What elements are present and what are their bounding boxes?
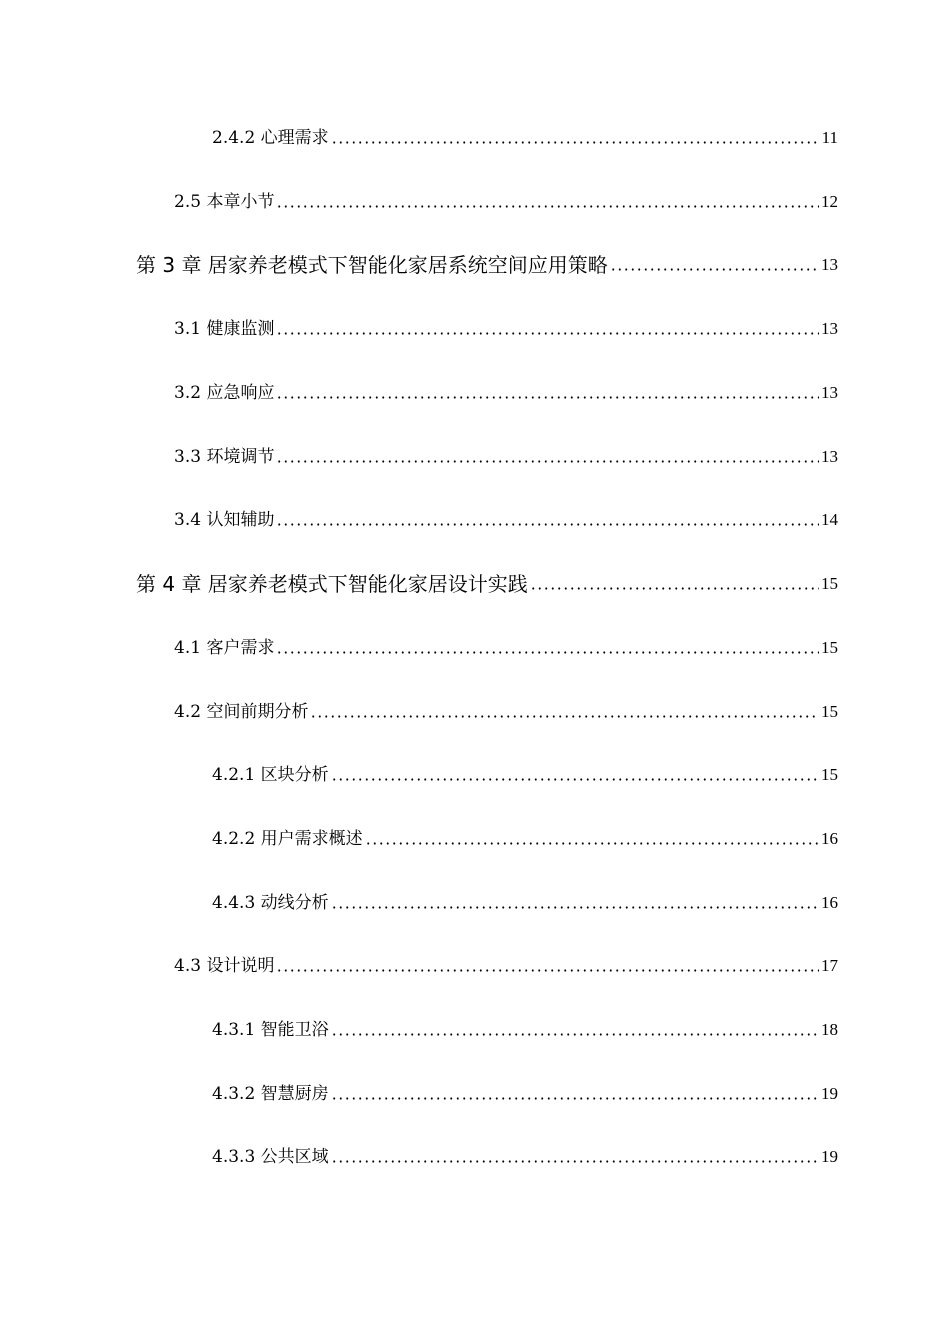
toc-entry-4-2-2[interactable] (212, 824, 838, 854)
toc-page-number: 19 (821, 1147, 838, 1166)
toc-entry-label: 4.3 设计说明 (174, 956, 275, 976)
toc-page-number: 16 (821, 829, 838, 848)
toc-page-number: 19 (821, 1084, 838, 1103)
toc-entry-label: 4.3.2 智慧厨房 (212, 1084, 329, 1104)
toc-entry-label: 3.4 认知辅助 (174, 510, 275, 530)
toc-page-number: 15 (821, 702, 838, 721)
toc-entry-label: 4.3.1 智能卫浴 (212, 1020, 329, 1040)
dot-leader (331, 141, 820, 144)
dot-leader (310, 715, 819, 718)
toc-entry-label: 4.4.3 动线分析 (212, 893, 329, 913)
toc-entry-label: 4.2.1 区块分析 (212, 765, 329, 785)
dot-leader (530, 587, 819, 590)
toc-page-number: 12 (821, 192, 838, 211)
toc-entry-4-2[interactable] (174, 697, 838, 727)
toc-entry-4-3-1[interactable] (212, 1015, 838, 1045)
toc-chapter-label: 第 4 章 居家养老模式下智能化家居设计实践 (136, 572, 528, 596)
dot-leader (276, 523, 819, 526)
toc-entry-label: 3.2 应急响应 (174, 383, 275, 403)
toc-entry-4-3[interactable] (174, 951, 838, 981)
toc-entry-label: 3.3 环境调节 (174, 447, 275, 467)
dot-leader (276, 396, 819, 399)
dot-leader (276, 332, 819, 335)
toc-entry-label: 2.5 本章小节 (174, 192, 275, 212)
dot-leader (610, 268, 819, 271)
toc-entry-chapter-3[interactable] (136, 250, 838, 280)
toc-entry-4-1[interactable] (174, 633, 838, 663)
dot-leader (331, 906, 819, 909)
toc-page-number: 15 (821, 574, 838, 593)
toc-entry-label: 4.3.3 公共区域 (212, 1147, 329, 1167)
toc-entry-chapter-4[interactable] (136, 569, 838, 599)
toc-entry-3-4[interactable] (174, 505, 838, 535)
dot-leader (331, 1033, 819, 1036)
toc-page-number: 15 (821, 765, 838, 784)
toc-entry-4-4-3[interactable] (212, 888, 838, 918)
toc-entry-label: 4.2.2 用户需求概述 (212, 829, 363, 849)
toc-entry-2-5[interactable] (174, 187, 838, 217)
toc-page-number: 16 (821, 893, 838, 912)
toc-entry-label: 4.1 客户需求 (174, 638, 275, 658)
dot-leader (276, 205, 819, 208)
toc-page-number: 13 (821, 319, 838, 338)
toc-page-number: 18 (821, 1020, 838, 1039)
toc-page-number: 13 (821, 255, 838, 274)
toc-entry-3-2[interactable] (174, 378, 838, 408)
toc-entry-4-3-2[interactable] (212, 1079, 838, 1109)
toc-entry-3-3[interactable] (174, 442, 838, 472)
dot-leader (276, 651, 819, 654)
toc-entry-3-1[interactable] (174, 314, 838, 344)
toc-page-number: 17 (821, 956, 838, 975)
toc-page-number: 13 (821, 383, 838, 402)
toc-page-number: 14 (821, 510, 838, 529)
dot-leader (365, 842, 819, 845)
dot-leader (331, 778, 819, 781)
dot-leader (276, 460, 819, 463)
toc-page-number: 15 (821, 638, 838, 657)
toc-entry-label: 4.2 空间前期分析 (174, 702, 309, 722)
toc-entry-label: 3.1 健康监测 (174, 319, 275, 339)
toc-entry-4-3-3[interactable] (212, 1142, 838, 1172)
dot-leader (331, 1097, 819, 1100)
toc-page-number: 13 (821, 447, 838, 466)
toc-entry-2-4-2[interactable] (212, 123, 838, 153)
dot-leader (331, 1160, 819, 1163)
toc-entry-label: 2.4.2 心理需求 (212, 128, 329, 148)
toc-entry-4-2-1[interactable] (212, 760, 838, 790)
toc-chapter-label: 第 3 章 居家养老模式下智能化家居系统空间应用策略 (136, 253, 608, 277)
toc-page-number: 11 (821, 128, 838, 147)
dot-leader (276, 969, 819, 972)
